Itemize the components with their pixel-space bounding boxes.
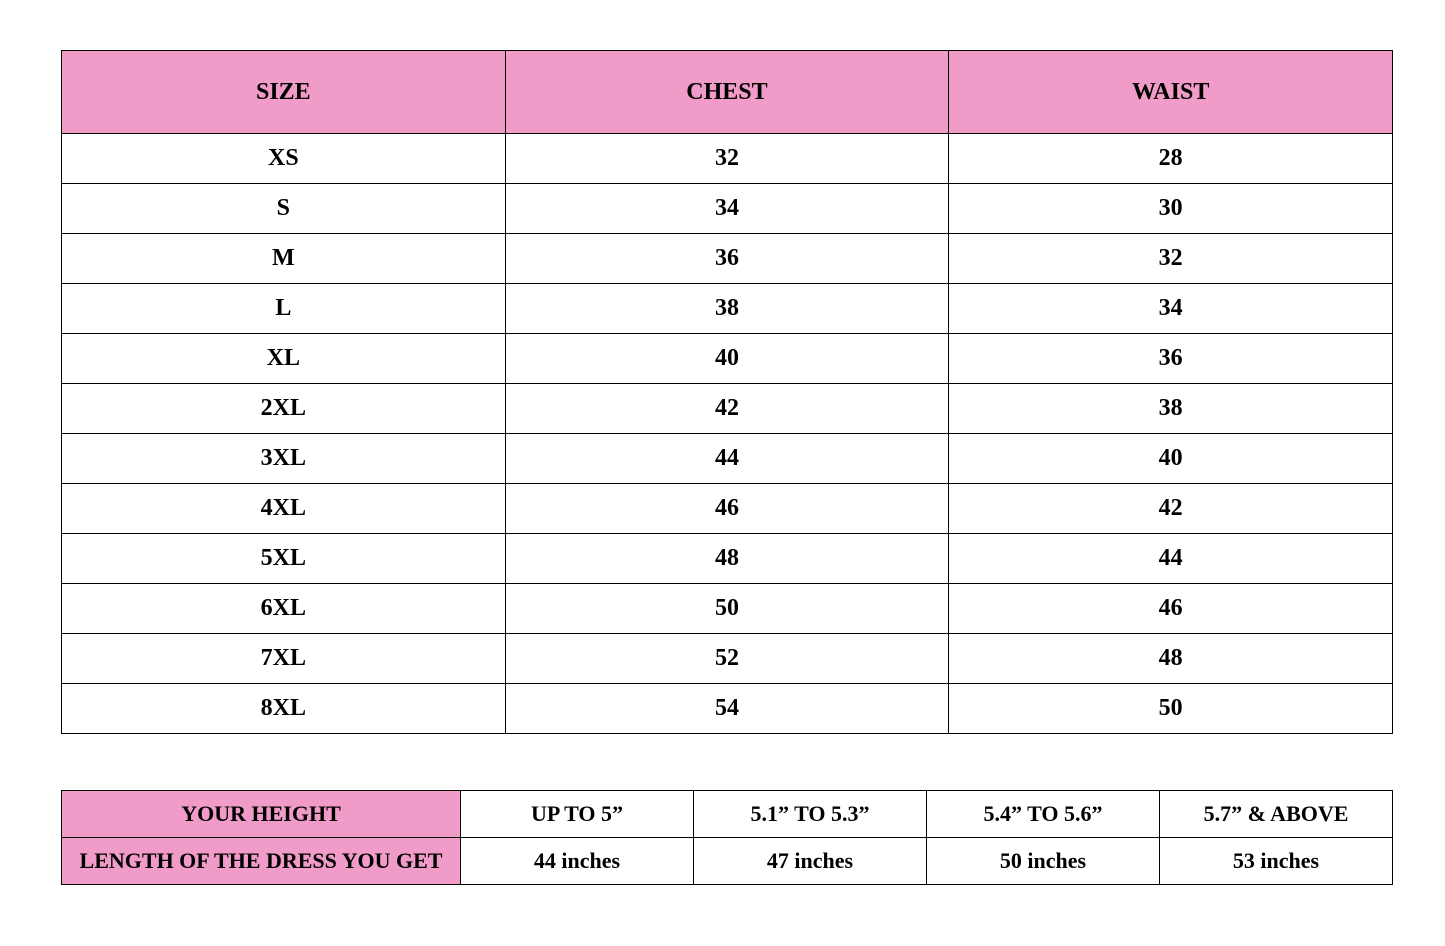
table-row	[62, 484, 1393, 534]
table-row	[62, 384, 1393, 434]
table-row	[62, 334, 1393, 384]
dress-length-cell: 53 inches	[1160, 838, 1393, 885]
waist-cell: 44	[949, 534, 1393, 584]
waist-cell: 50	[949, 684, 1393, 734]
chest-cell: 50	[505, 584, 949, 634]
height-range-cell: 5.4” TO 5.6”	[927, 791, 1160, 838]
dress-length-cell: 44 inches	[461, 838, 694, 885]
height-row	[62, 791, 1393, 838]
size-cell: XL	[62, 334, 506, 384]
dress-length-cell: 47 inches	[694, 838, 927, 885]
size-cell: 2XL	[62, 384, 506, 434]
size-cell: M	[62, 234, 506, 284]
height-range-cell: 5.1” TO 5.3”	[694, 791, 927, 838]
size-cell: L	[62, 284, 506, 334]
column-header-size: SIZE	[62, 51, 506, 134]
waist-cell: 36	[949, 334, 1393, 384]
chest-cell: 38	[505, 284, 949, 334]
chest-cell: 46	[505, 484, 949, 534]
chest-cell: 34	[505, 184, 949, 234]
column-header-chest: CHEST	[505, 51, 949, 134]
table-row	[62, 234, 1393, 284]
size-cell: 8XL	[62, 684, 506, 734]
size-chart-table	[61, 50, 1393, 734]
size-cell: 6XL	[62, 584, 506, 634]
chest-cell: 54	[505, 684, 949, 734]
table-row	[62, 584, 1393, 634]
chest-cell: 36	[505, 234, 949, 284]
size-cell: 4XL	[62, 484, 506, 534]
waist-cell: 30	[949, 184, 1393, 234]
waist-cell: 48	[949, 634, 1393, 684]
waist-cell: 46	[949, 584, 1393, 634]
waist-cell: 32	[949, 234, 1393, 284]
table-row	[62, 284, 1393, 334]
chest-cell: 44	[505, 434, 949, 484]
waist-cell: 40	[949, 434, 1393, 484]
size-cell: 7XL	[62, 634, 506, 684]
table-row	[62, 534, 1393, 584]
table-row	[62, 434, 1393, 484]
table-row	[62, 684, 1393, 734]
size-cell: XS	[62, 134, 506, 184]
column-header-waist: WAIST	[949, 51, 1393, 134]
size-chart-header	[62, 51, 1393, 134]
waist-cell: 34	[949, 284, 1393, 334]
length-label: LENGTH OF THE DRESS YOU GET	[62, 838, 461, 885]
dress-length-cell: 50 inches	[927, 838, 1160, 885]
height-range-cell: 5.7” & ABOVE	[1160, 791, 1393, 838]
table-row	[62, 184, 1393, 234]
size-cell: 5XL	[62, 534, 506, 584]
size-chart-header-row	[62, 51, 1393, 134]
waist-cell: 42	[949, 484, 1393, 534]
chest-cell: 32	[505, 134, 949, 184]
chest-cell: 52	[505, 634, 949, 684]
height-range-cell: UP TO 5”	[461, 791, 694, 838]
chest-cell: 48	[505, 534, 949, 584]
waist-cell: 38	[949, 384, 1393, 434]
size-cell: 3XL	[62, 434, 506, 484]
waist-cell: 28	[949, 134, 1393, 184]
length-row	[62, 838, 1393, 885]
table-row	[62, 634, 1393, 684]
size-chart-body	[62, 134, 1393, 734]
chest-cell: 40	[505, 334, 949, 384]
height-label: YOUR HEIGHT	[62, 791, 461, 838]
dress-length-table	[61, 790, 1393, 885]
size-cell: S	[62, 184, 506, 234]
table-row	[62, 134, 1393, 184]
chest-cell: 42	[505, 384, 949, 434]
